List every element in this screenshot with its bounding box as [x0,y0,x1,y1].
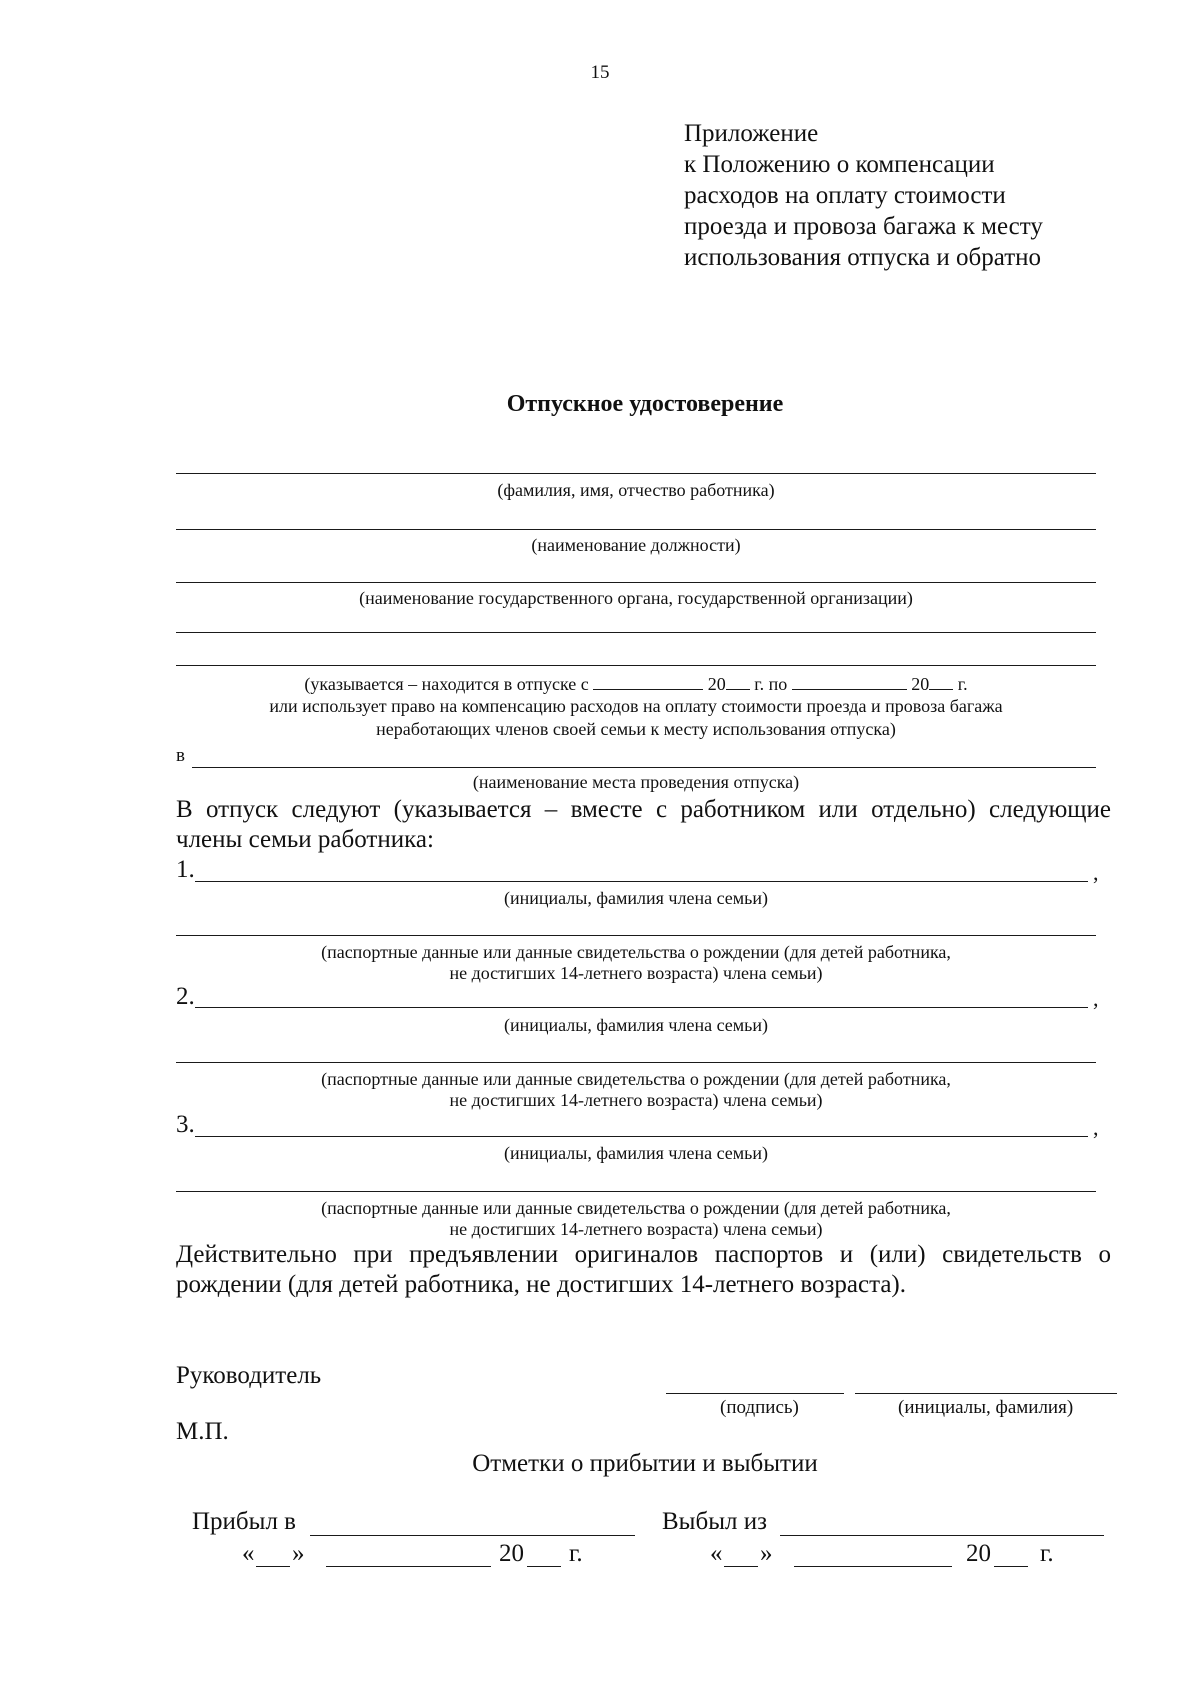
arrived-place-field-line[interactable] [310,1535,635,1536]
period-year-end-blank[interactable] [929,672,953,690]
period-year-start-blank[interactable] [726,672,750,690]
period-start-date-blank[interactable] [593,672,703,690]
member-name-caption: (инициалы, фамилия члена семьи) [503,1015,769,1035]
member-number: 2. [176,983,195,1010]
document-title: Отпускное удостоверение [506,391,784,417]
arrived-year-suffix: г. [569,1540,583,1567]
page-number: 15 [590,62,610,83]
signature-caption: (подпись) [720,1397,799,1418]
arrived-year-prefix: 20 [499,1540,524,1567]
period-year-end: 20 [911,674,930,694]
departed-year-prefix: 20 [966,1540,991,1567]
member-comma: , [1093,860,1099,885]
member-name-field-line[interactable] [195,1136,1088,1137]
arrived-quote-open: « [242,1540,255,1567]
arrived-label: Прибыл в [192,1508,296,1535]
family-intro: В отпуск следуют (указывается – вместе с работником или отдельно) следующие члены семьи работника: [176,796,1111,853]
departed-quote-open: « [710,1540,723,1567]
appendix-line: Приложение [684,120,819,147]
member-number: 3. [176,1111,195,1138]
member-comma: , [1093,986,1099,1011]
appendix-header [684,118,1043,273]
initials-caption: (инициалы, фамилия) [898,1397,1074,1418]
passport-caption: (паспортные данные или данные свидетельства о рождении (для детей работника, [321,1069,951,1089]
appendix-line: расходов на оплату стоимости [684,182,1006,209]
member-name-field-line[interactable] [195,1007,1088,1008]
arrived-day-blank[interactable] [256,1566,290,1567]
member-name-caption: (инициалы, фамилия члена семьи) [503,1143,769,1163]
compensation-note: или использует право на компенсацию расходов на оплату стоимости проезда и провоза багажа [269,696,1003,716]
passport-caption: не достигших 14-летнего возраста) члена семьи) [449,1219,823,1239]
member-passport-field-line[interactable] [176,935,1096,936]
member-passport-field-line[interactable] [176,1191,1096,1192]
departed-quote-close: » [760,1540,773,1567]
fio-field-line[interactable] [176,473,1096,474]
head-label: Руководитель [176,1362,322,1389]
position-field-line[interactable] [176,529,1096,530]
departed-year-blank[interactable] [994,1566,1028,1567]
arrived-month-blank[interactable] [326,1566,491,1567]
member-passport-field-line[interactable] [176,1062,1096,1063]
vacation-period-text [176,672,1096,695]
member-name-field-line[interactable] [195,881,1088,882]
member-number: 1. [176,856,195,883]
arrived-year-blank[interactable] [527,1566,561,1567]
period-year-start: 20 [707,674,726,694]
position-caption: (наименование должности) [531,535,741,555]
validity-note: Действительно при предъявлении оригиналов паспортов и (или) свидетельств о рождении (для детей работника, не достигших 14-летнего возраста). [176,1241,1111,1298]
passport-caption: не достигших 14-летнего возраста) члена семьи) [449,963,823,983]
destination-field-line[interactable] [192,767,1096,768]
extra-field-line[interactable] [176,665,1096,666]
fio-caption: (фамилия, имя, отчество работника) [497,480,775,500]
departed-label: Выбыл из [662,1508,767,1535]
signature-field-line[interactable] [666,1393,844,1394]
destination-prefix: в [176,745,185,766]
passport-caption: (паспортные данные или данные свидетельства о рождении (для детей работника, [321,1198,951,1218]
appendix-line: к Положению о компенсации [684,151,995,178]
arrived-quote-close: » [292,1540,305,1567]
member-name-caption: (инициалы, фамилия члена семьи) [503,888,769,908]
marks-title: Отметки о прибытии и выбытии [472,1450,818,1477]
period-text-end: г. [957,674,968,694]
period-text-start: (указывается – находится в отпуске с [304,674,589,694]
compensation-note: неработающих членов своей семьи к месту использования отпуска) [376,719,896,739]
organization-field-line[interactable] [176,582,1096,583]
member-comma: , [1093,1115,1099,1140]
passport-caption: не достигших 14-летнего возраста) члена семьи) [449,1090,823,1110]
stamp-label: М.П. [176,1418,229,1445]
extra-field-line[interactable] [176,632,1096,633]
appendix-line: проезда и провоза багажа к месту [684,213,1043,240]
departed-year-suffix: г. [1040,1540,1054,1567]
period-text-to: г. по [754,674,788,694]
appendix-line: использования отпуска и обратно [684,244,1041,271]
departed-day-blank[interactable] [724,1566,758,1567]
period-end-date-blank[interactable] [792,672,907,690]
vacation-place-caption: (наименование места проведения отпуска) [472,772,800,792]
departed-place-field-line[interactable] [780,1535,1104,1536]
initials-field-line[interactable] [855,1393,1117,1394]
departed-month-blank[interactable] [794,1566,952,1567]
passport-caption: (паспортные данные или данные свидетельства о рождении (для детей работника, [321,942,951,962]
organization-caption: (наименование государственного органа, государственной организации) [359,588,913,608]
